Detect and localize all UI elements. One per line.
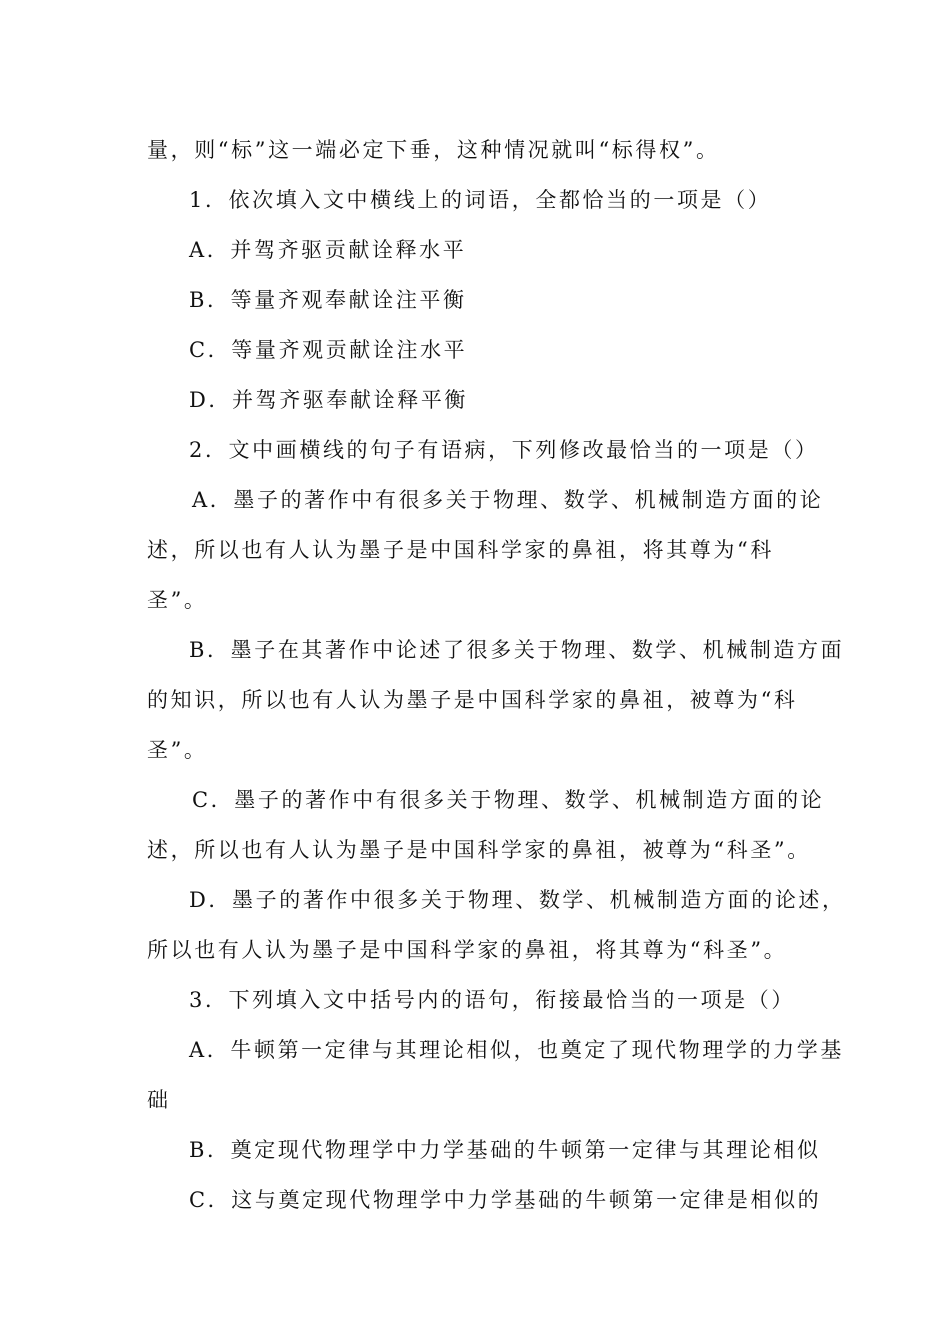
question-3-option-b: B．奠定现代物理学中力学基础的牛顿第一定律与其理论相似: [189, 1138, 821, 1162]
question-1-option-d: D．并驾齐驱奉献诠释平衡: [189, 388, 469, 412]
question-2-option-a-line-2: 述，所以也有人认为墨子是中国科学家的鼻祖，将其尊为“科: [147, 538, 774, 562]
question-1-option-b: B．等量齐观奉献诠注平衡: [189, 288, 467, 312]
question-2-option-a-line-3: 圣”。: [147, 588, 208, 612]
question-3-option-c: C．这与奠定现代物理学中力学基础的牛顿第一定律是相似的: [189, 1188, 822, 1212]
question-1-option-c: C．等量齐观贡献诠注水平: [189, 338, 468, 362]
question-3-option-a-line-1: A．牛顿第一定律与其理论相似，也奠定了现代物理学的力学基: [189, 1038, 844, 1062]
question-2-option-c-line-1: C．墨子的著作中有很多关于物理、数学、机械制造方面的论: [192, 788, 825, 812]
question-2-option-d-line-1: D．墨子的著作中很多关于物理、数学、机械制造方面的论述，: [189, 888, 846, 912]
question-2-option-b-line-1: B．墨子在其著作中论述了很多关于物理、数学、机械制造方面: [189, 638, 845, 662]
question-3-stem: 3．下列填入文中括号内的语句，衔接最恰当的一项是（）: [189, 988, 795, 1012]
question-3-option-a-line-2: 础: [147, 1088, 171, 1112]
paragraph-line: 量，则“标”这一端必定下垂，这种情况就叫“标得权”。: [147, 138, 720, 162]
question-1-stem: 1．依次填入文中横线上的词语，全都恰当的一项是（）: [189, 188, 772, 212]
question-2-option-b-line-2: 的知识，所以也有人认为墨子是中国科学家的鼻祖，被尊为“科: [147, 688, 798, 712]
question-2-option-c-line-2: 述，所以也有人认为墨子是中国科学家的鼻祖，被尊为“科圣”。: [147, 838, 811, 862]
question-1-option-a: A．并驾齐驱贡献诠释水平: [189, 238, 467, 262]
question-2-option-b-line-3: 圣”。: [147, 738, 208, 762]
question-2-option-d-line-2: 所以也有人认为墨子是中国科学家的鼻祖，将其尊为“科圣”。: [147, 938, 788, 962]
question-2-option-a-line-1: A．墨子的著作中有很多关于物理、数学、机械制造方面的论: [192, 488, 824, 512]
question-2-stem: 2．文中画横线的句子有语病，下列修改最恰当的一项是（）: [189, 438, 819, 462]
